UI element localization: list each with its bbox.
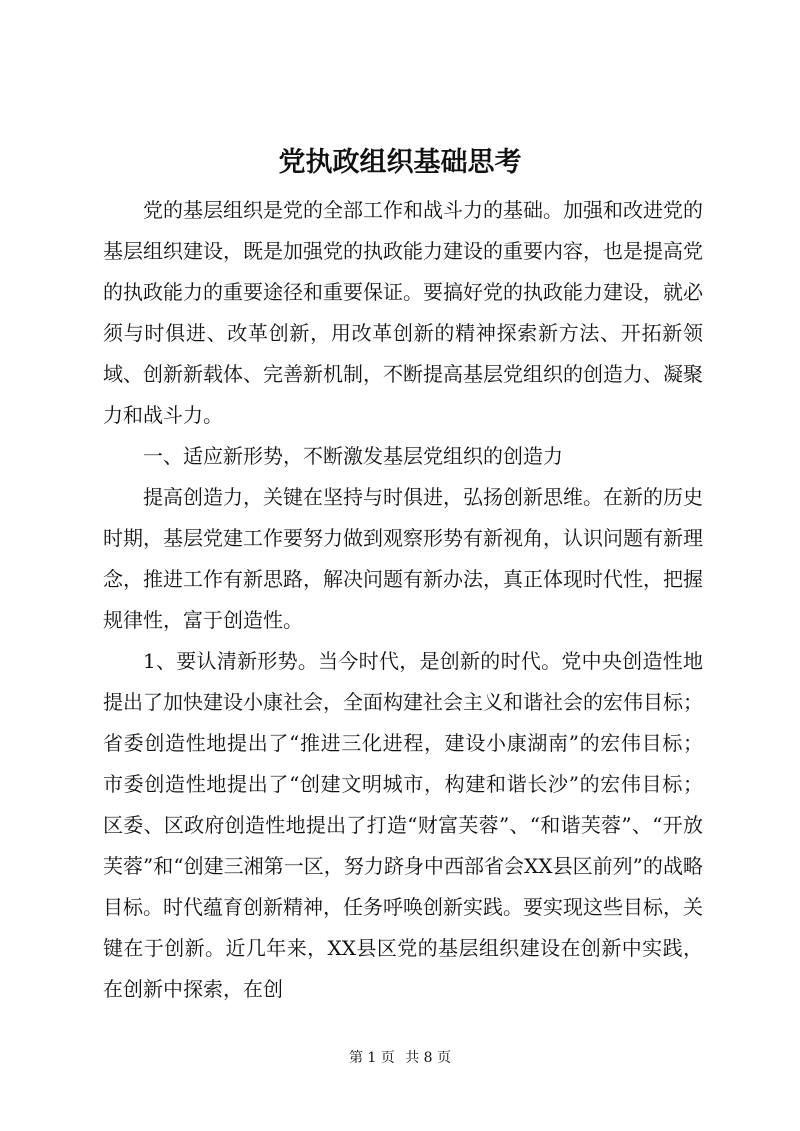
page-footer [0,1048,800,1068]
paragraph-creativity: 提高创造力，关键在坚持与时俱进，弘扬创新思维。在新的历史时期，基层党建工作要努力做到观察形势有新视角，认识问题有新理念，推进工作有新思路，解决问题有新办法，真正体现时代性，把握规律性，富于创造性。 [103,485,703,632]
paragraph-intro: 党的基层组织是党的全部工作和战斗力的基础。加强和改进党的基层组织建设，既是加强党的执政能力建设的重要内容，也是提高党的执政能力的重要途径和重要保证。要搞好党的执政能力建设，就必须与时俱进、改革创新，用改革创新的精神探索新方法、开拓新领域、创新新载体、完善新机制，不断提高基层党组织的创造力、凝聚力和战斗力。 [103,198,703,427]
paragraph-new-situation: 1、要认清新形势。当今时代，是创新的时代。党中央创造性地提出了加快建设小康社会，全面构建社会主义和谐社会的宏伟目标；省委创造性地提出了“推进三化进程，建设小康湖南”的宏伟目标；市委创造性地提出了“创建文明城市，构建和谐长沙”的宏伟目标；区委、区政府创造性地提出了打造“财富芙蓉”、“和谐芙蓉”、“开放芙蓉”和“创建三湘第一区，努力跻身中西部省会XX县区前列”的战略目标。时代蕴育创新精神，任务呼唤创新实践。要实现这些目标，关键在于创新。近几年来，XX县区党的基层组织建设在创新中实践，在创新中探索，在创 [103,649,703,1001]
document-body [103,190,703,1010]
page-total: 共 8 页 [405,1050,452,1066]
document-title: 党执政组织基础思考 [278,147,522,178]
section-heading-1: 一、适应新形势，不断激发基层党组织的创造力 [143,444,563,468]
page-number: 第 1 页 [348,1050,395,1066]
